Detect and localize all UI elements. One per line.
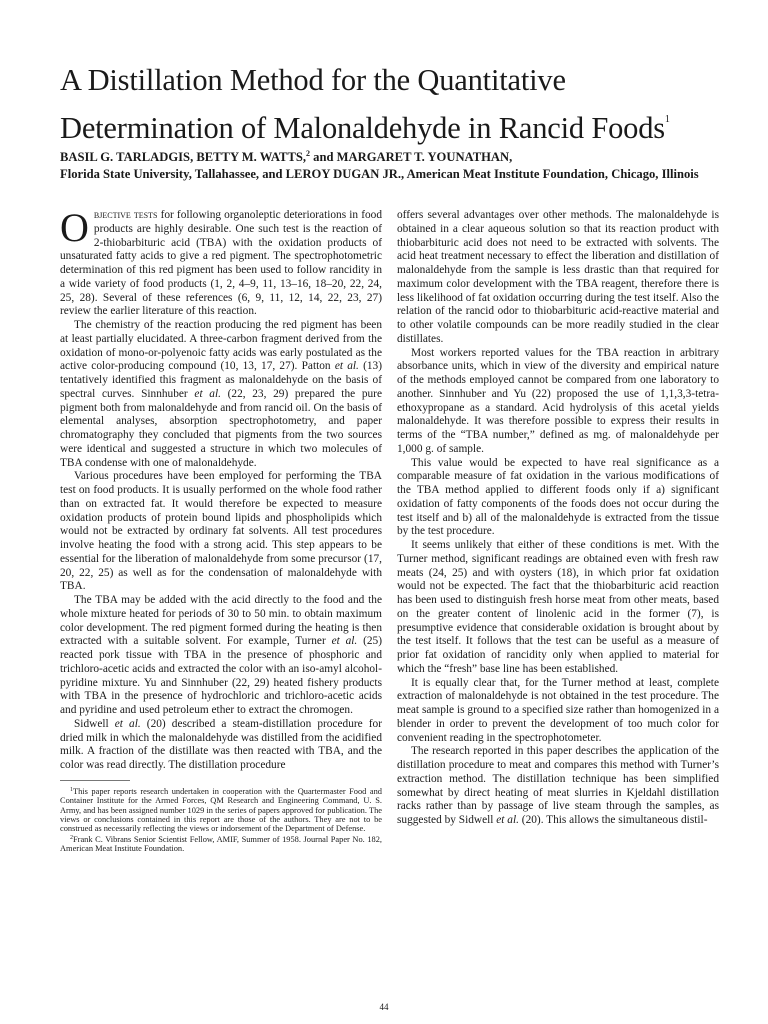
author-names-b: and MARGARET T. YOUNATHAN, bbox=[310, 150, 513, 164]
paragraph-intro bbox=[60, 205, 383, 319]
text-run: The research reported in this paper describes the application of the distillation procedure to meat and compares this method with Turner’s extraction method. The distillation technique has been simplified somewhat by direct heating of meat slurries in Kjeldahl distillation racks rather than by passage of live steam through the samples, as suggested by Sidwell bbox=[397, 745, 719, 826]
footnote-1-text: This paper reports research undertaken in cooperation with the Quartermaster Food and Container Institute for the Armed Forces, QM Research and Engineering Command, U. S. Army, and has been assigned number 1029 in the series of papers approved for publication. The views or conclusions contained in this report are those of the authors. They are not to be construed as necessarily reflecting the views or indorsement of the Department of Defense. bbox=[60, 786, 382, 834]
paragraph-intro-text: for following organoleptic deteriorations in food products are highly desirable. One such test is the reaction of 2-thiobarbituric acid (TBA) with the oxidation products of unsaturated fatty acids to give a red pigment. The spectrophotometric determination of this red pigment has been used to follow rancidity in a wide variety of food products (1, 2, 4–9, 11, 13–16, 18–20, 22, 24, 25, 28). Several of these references (6, 9, 11, 12, 14, 22, 23, 27) review the earlier literature of this reaction. bbox=[60, 209, 383, 318]
footnote-1-marker: 1 bbox=[70, 786, 73, 793]
author-names-a: BASIL G. TARLADGIS, BETTY M. WATTS, bbox=[60, 150, 307, 164]
small-caps-lead: bjective tests bbox=[93, 209, 158, 221]
paragraph-conditions: It seems unlikely that either of these conditions is met. With the Turner method, significant readings are obtained even with fresh raw meats (24, 25) and with oysters (18), in which prior fat oxidation would not be expected. The fact that the thiobarbituric acid reaction has been used to distinguish fresh horse meat from other meats, based on the greater content of linolenic acid in the former (7), is presumptive evidence that considerable oxidation is brought about by the test itself. It follows that the test can be useful as a measure of prior fat oxidation of rancidity only when applied to material for which the “fresh” base line has been established. bbox=[397, 539, 719, 675]
paragraph-chemistry bbox=[60, 319, 382, 470]
paper-title bbox=[60, 60, 720, 148]
author-line-1 bbox=[60, 145, 720, 166]
paragraph-research bbox=[397, 745, 719, 828]
italic-et-al: et al. bbox=[334, 360, 359, 373]
paragraph-tba-units: Most workers reported values for the TBA reaction in arbitrary absorbance units, which in view of the diversity and empirical nature of the methods employed cannot be compared from one laboratory to another. Sinnhuber and Yu (22) proposed the use of 1,1,3,3-tetra-ethoxypropane as a standard. Acid hydrolysis of this acetal yields malonaldehyde. It was therefore possible to express their results in terms of the “TBA number,” defined as mg. of malonaldehyde per 1,000 g. of sample. bbox=[397, 346, 719, 455]
italic-et-al: et al. bbox=[114, 717, 141, 730]
footnote-rule bbox=[60, 780, 130, 781]
text-run: (13) tentatively identified this fragment as malonaldehyde on the basis of spectral curves. Sinnhuber bbox=[60, 360, 382, 400]
italic-et-al: et al. bbox=[194, 387, 221, 400]
paragraph-tba-addition bbox=[60, 594, 382, 718]
page-number: 44 bbox=[379, 1002, 389, 1012]
paragraph-significance: This value would be expected to have real significance as a comparable measure of fat oxidation in the various modifications of the TBA method applied to different foods only if a) significant oxidation of fatty components of the foods does not occur during the test itself and b) all of the malonaldehyde is extracted from the tissue by the test procedure. bbox=[397, 456, 719, 538]
author-footnote-marker: 2 bbox=[306, 149, 311, 158]
text-run: The TBA may be added with the acid directly to the food and the whole mixture heated for periods of 30 to 50 min. to obtain maximum color development. The red pigment formed during the heating is then extracted with a suitable solvent. For example, Turner bbox=[60, 594, 382, 648]
author-block bbox=[60, 145, 720, 183]
text-run: The chemistry of the reaction producing the red pigment has been at least partially elucidated. A three-carbon fragment derived from the oxidation of mono-or-polyenoic fatty acids was early postulated as the active color-producing compound (10, 13, 17, 27). Patton bbox=[60, 319, 382, 373]
text-run: (22, 23, 29) prepared the pure pigment both from malonaldehyde and from rancid oil. On the basis of elemental analyses, absorption spectrophotometry, and paper chromatography they concluded that pigments from the two sources were identical and suggested a structure in which two molecules of TBA condense with one of malonaldehyde. bbox=[60, 387, 382, 469]
paragraph-advantages: offers several advantages over other methods. The malonaldehyde is obtained in a clear aqueous solution so that its reaction product with thiobarbituric acid does not need to be extracted with solvents. The acid heat treatment necessary to effect the liberation and distillation of malonaldehyde from the sample is less drastic than that required for maximum color development with the TBA reagent, therefore there is less likelihood of fat oxidation occurring during the test itself. Also the relation of the rancid odor to thiobarbituric acid-reactive material and to other volatile compounds can be more readily studied in the clear distillates. bbox=[397, 209, 719, 345]
footnote-2-text: Frank C. Vibrans Senior Scientist Fellow, AMIF, Summer of 1958. Journal Paper No. 182, American Meat Institute Foundation. bbox=[60, 834, 382, 854]
footnote-2-marker: 2 bbox=[70, 834, 73, 841]
footnotes bbox=[60, 786, 382, 854]
footnote-1 bbox=[60, 786, 382, 834]
footnote-2 bbox=[60, 834, 382, 854]
paragraph-procedures: Various procedures have been employed for performing the TBA test on food products. It is usually performed on the whole food rather than on extracted fat. It would therefore be expected to measure oxidation products of protein bound lipids and phospholipids which would not be extracted by ordinary fat solvents. All test procedures involve heating the food with a strong acid. This step appears to be essential for the liberation of malonaldehyde from some precursor (17, 20, 22, 25) as well as for the condensation of malonaldehyde with TBA. bbox=[60, 470, 382, 593]
text-run: Sidwell bbox=[74, 717, 115, 730]
text-run: (25) reacted pork tissue with TBA in the presence of phosphoric and trichloro-acetic acids and extracted the color with an iso-amyl alcohol-pyridine mixture. Yu and Sinnhuber (22, 29) heated fishery products with TBA in the presence of hydrochloric and trichloro-acetic acids and pyridine and used petroleum ether to extract the chromogen. bbox=[60, 635, 382, 716]
paragraph-sidwell bbox=[60, 718, 382, 773]
right-column bbox=[397, 209, 719, 828]
paragraph-extraction: It is equally clear that, for the Turner method at least, complete extraction of malonaldehyde is not obtained in the test procedure. The meat sample is ground to a specified size rather than homogenized in a blender in order to prevent the development of too much color for convenient reading in the spectrophotometer. bbox=[397, 676, 719, 744]
left-column bbox=[60, 205, 383, 854]
drop-cap: O bbox=[60, 205, 89, 250]
italic-et-al: et al. bbox=[496, 814, 519, 826]
author-affiliations: Florida State University, Tallahassee, and LEROY DUGAN JR., American Meat Institute Foundation, Chicago, Illinois bbox=[60, 167, 699, 181]
title-footnote-marker: 1 bbox=[664, 114, 670, 125]
text-run: (20) described a steam-distillation procedure for dried milk in which the malonaldehyde was distilled from the acidified milk. A fraction of the distillate was then reacted with TBA, and the color was read directly. The distillation procedure bbox=[60, 717, 383, 771]
paper-title-text: A Distillation Method for the Quantitative Determination of Malonaldehyde in Rancid Foods bbox=[60, 63, 665, 145]
italic-et-al: et al. bbox=[331, 635, 358, 648]
text-run: (20). This allows the simultaneous distil- bbox=[518, 814, 708, 826]
